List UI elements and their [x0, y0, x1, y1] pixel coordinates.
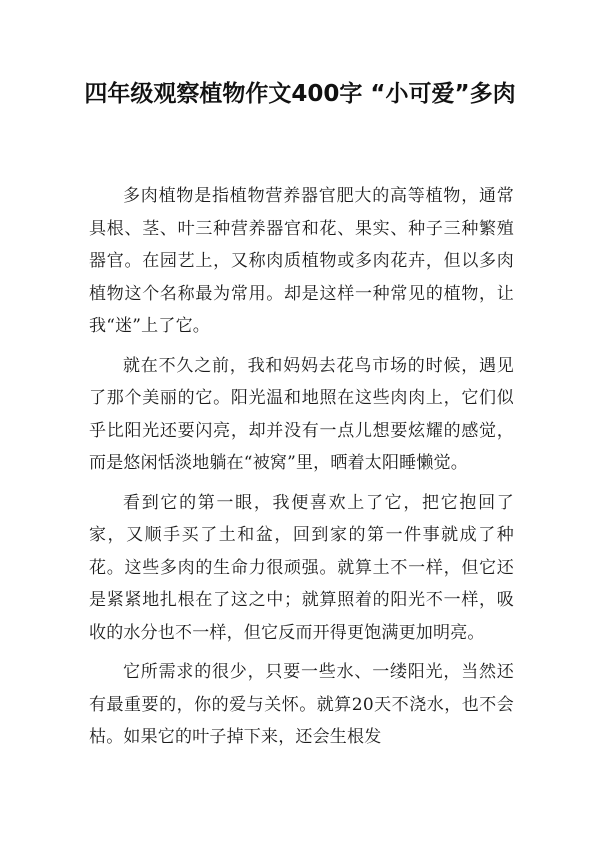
document-title: 四年级观察植物作文400字 “小可爱”多肉: [84, 81, 516, 107]
paragraph: 就在不久之前，我和妈妈去花鸟市场的时候，遇见了那个美丽的它。阳光温和地照在这些肉肉上，它们似乎比阳光还要闪亮，却并没有一点儿想要炫耀的感觉，而是悠闲恬淡地躺在“被窝”里，晒着太阳睡懒觉。: [89, 355, 514, 473]
document-body: [89, 180, 514, 761]
paragraph: 看到它的第一眼，我便喜欢上了它，把它抱回了家，又顺手买了土和盆，回到家的第一件事就成了种花。这些多肉的生命力很顽强。就算土不一样，但它还是紧紧地扎根在了这之中；就算照着的阳光不一样，吸收的水分也不一样，但它反而开得更饱满更加明亮。: [89, 492, 514, 643]
paragraph: 多肉植物是指植物营养器官肥大的高等植物，通常具根、茎、叶三种营养器官和花、果实、种子三种繁殖器官。在园艺上，又称肉质植物或多肉花卉，但以多肉植物这个名称最为常用。却是这样一种常见的植物，让我“迷”上了它。: [89, 186, 514, 336]
paragraph: 它所需求的很少，只要一些水、一缕阳光，当然还有最重要的，你的爱与关怀。就算20天不浇水，也不会枯。如果它的叶子掉下来，还会生根发: [89, 662, 514, 747]
